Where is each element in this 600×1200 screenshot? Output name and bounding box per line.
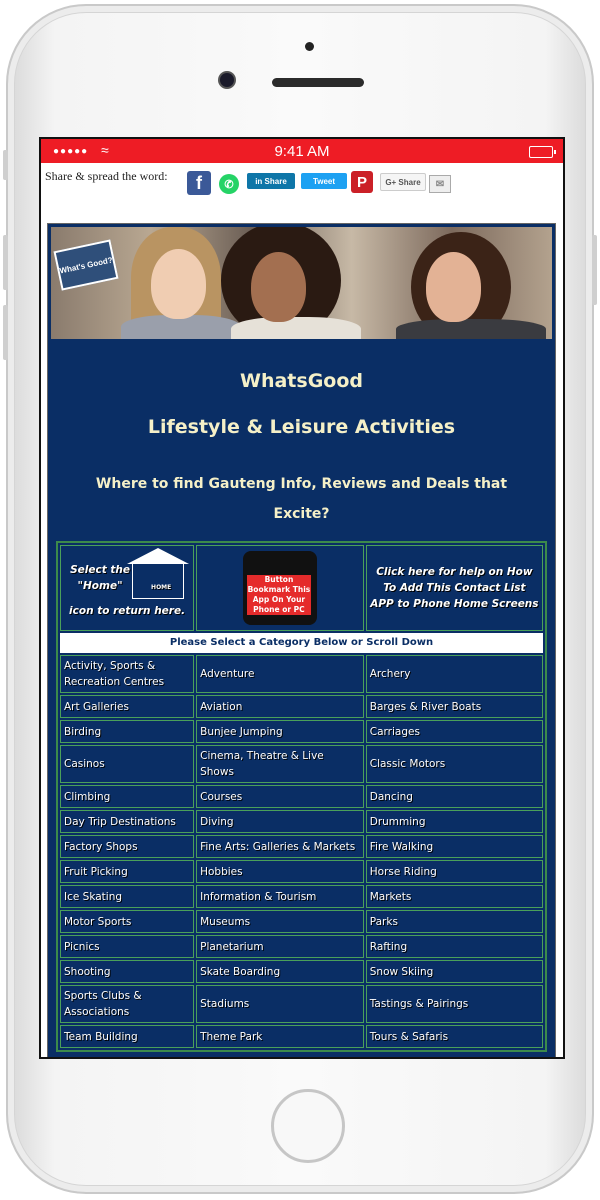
share-bar [41, 163, 563, 220]
page-tagline: Where to find Gauteng Info, Reviews and Deals that Excite? [95, 476, 508, 522]
googleplus-share-button[interactable]: G+ Share [380, 173, 426, 191]
select-prompt: Please Select a Category Below or Scroll Down [60, 633, 543, 653]
whatsapp-share-icon[interactable]: ✆ [219, 174, 239, 194]
banner-image [51, 227, 552, 339]
table-row [60, 860, 543, 883]
category-link[interactable]: Cinema, Theatre & Live Shows [196, 745, 364, 783]
category-link[interactable]: Rafting [366, 935, 543, 958]
category-link[interactable]: Tours & Safaris [366, 1025, 543, 1048]
category-link[interactable]: Fire Walking [366, 835, 543, 858]
table-row [60, 695, 543, 718]
category-link[interactable]: Archery [366, 655, 543, 693]
table-row [60, 720, 543, 743]
phone-screen [39, 137, 565, 1059]
category-link[interactable]: Planetarium [196, 935, 364, 958]
bookmark-app-image[interactable] [243, 551, 317, 625]
table-row [60, 935, 543, 958]
table-row [60, 960, 543, 983]
main-panel [47, 223, 556, 1059]
twitter-tweet-button[interactable]: Tweet [301, 173, 347, 189]
category-link[interactable]: Museums [196, 910, 364, 933]
category-link[interactable]: Theme Park [196, 1025, 364, 1048]
status-time: 9:41 AM [274, 143, 330, 160]
table-row [60, 1025, 543, 1048]
home-hint-cell [60, 545, 194, 631]
page-content [41, 220, 563, 1059]
category-link[interactable]: Bunjee Jumping [196, 720, 364, 743]
home-hint-text: Select the "Home" [70, 564, 130, 592]
category-link[interactable]: Aviation [196, 695, 364, 718]
category-link[interactable]: Fruit Picking [60, 860, 194, 883]
category-link[interactable]: Picnics [60, 935, 194, 958]
category-link[interactable]: Carriages [366, 720, 543, 743]
home-hint-text-2: icon to return here. [69, 604, 186, 617]
pinterest-share-icon[interactable]: P [351, 171, 373, 193]
facebook-share-icon[interactable]: f [187, 171, 211, 195]
battery-icon [529, 146, 553, 158]
whatsgood-sign-logo: What's Good? [53, 239, 118, 290]
proximity-sensor [305, 42, 314, 51]
category-link[interactable]: Snow Skiing [366, 960, 543, 983]
category-link[interactable]: Art Galleries [60, 695, 194, 718]
table-row [60, 810, 543, 833]
email-share-icon[interactable]: ✉ [429, 175, 451, 193]
home-button[interactable] [271, 1089, 345, 1163]
category-link[interactable]: Horse Riding [366, 860, 543, 883]
category-link[interactable]: Team Building [60, 1025, 194, 1048]
category-link[interactable]: Shooting [60, 960, 194, 983]
category-link[interactable]: Diving [196, 810, 364, 833]
category-link[interactable]: Ice Skating [60, 885, 194, 908]
category-link[interactable]: Sports Clubs & Associations [60, 985, 194, 1023]
category-link[interactable]: Fine Arts: Galleries & Markets [196, 835, 364, 858]
banner-person-3-coat [396, 319, 546, 339]
category-link[interactable]: Factory Shops [60, 835, 194, 858]
home-icon-label: HOME [151, 583, 172, 591]
category-link[interactable]: Stadiums [196, 985, 364, 1023]
help-row [60, 545, 543, 631]
category-link[interactable]: Birding [60, 720, 194, 743]
mute-switch[interactable] [3, 150, 8, 180]
category-link[interactable]: Classic Motors [366, 745, 543, 783]
category-link[interactable]: Skate Boarding [196, 960, 364, 983]
banner-person-1-face [151, 249, 206, 319]
category-link[interactable]: Markets [366, 885, 543, 908]
page-title: WhatsGood [240, 370, 363, 392]
front-camera [220, 73, 234, 87]
category-link[interactable]: Barges & River Boats [366, 695, 543, 718]
category-link[interactable]: Day Trip Destinations [60, 810, 194, 833]
category-link[interactable]: Dancing [366, 785, 543, 808]
signal-indicator: ●●●●● [53, 146, 89, 157]
wifi-icon: ≈ [101, 142, 109, 158]
category-link[interactable]: Adventure [196, 655, 364, 693]
table-row [60, 785, 543, 808]
table-row [60, 910, 543, 933]
volume-down-button[interactable] [3, 305, 8, 360]
banner-person-2-coat [231, 317, 361, 339]
category-link[interactable]: Drumming [366, 810, 543, 833]
table-row [60, 985, 543, 1023]
help-link-cell[interactable]: Click here for help on How To Add This Contact List APP to Phone Home Screens [366, 545, 543, 631]
category-link[interactable]: Tastings & Pairings [366, 985, 543, 1023]
category-link[interactable]: Casinos [60, 745, 194, 783]
status-bar [41, 139, 563, 163]
power-button[interactable] [592, 235, 597, 305]
category-table [56, 541, 547, 1052]
share-label: Share & spread the word: [45, 169, 168, 183]
category-link[interactable]: Motor Sports [60, 910, 194, 933]
bookmark-app-cell[interactable] [196, 545, 364, 631]
bookmark-app-arrow: Button Bookmark This App On Your Phone or PC [247, 575, 311, 614]
category-link[interactable]: Parks [366, 910, 543, 933]
table-row [60, 745, 543, 783]
category-link[interactable]: Hobbies [196, 860, 364, 883]
category-link[interactable]: Courses [196, 785, 364, 808]
home-icon[interactable] [132, 564, 184, 599]
select-prompt-row [60, 633, 543, 653]
table-row [60, 655, 543, 693]
linkedin-share-button[interactable]: in Share [247, 173, 295, 189]
category-link[interactable]: Activity, Sports & Recreation Centres [60, 655, 194, 693]
page-subtitle: Lifestyle & Leisure Activities [147, 416, 456, 438]
banner-person-3-face [426, 252, 481, 322]
banner-person-2-face [251, 252, 306, 322]
category-link[interactable]: Information & Tourism [196, 885, 364, 908]
volume-up-button[interactable] [3, 235, 8, 290]
category-link[interactable]: Climbing [60, 785, 194, 808]
table-row [60, 885, 543, 908]
table-row [60, 835, 543, 858]
earpiece-speaker [272, 78, 364, 87]
